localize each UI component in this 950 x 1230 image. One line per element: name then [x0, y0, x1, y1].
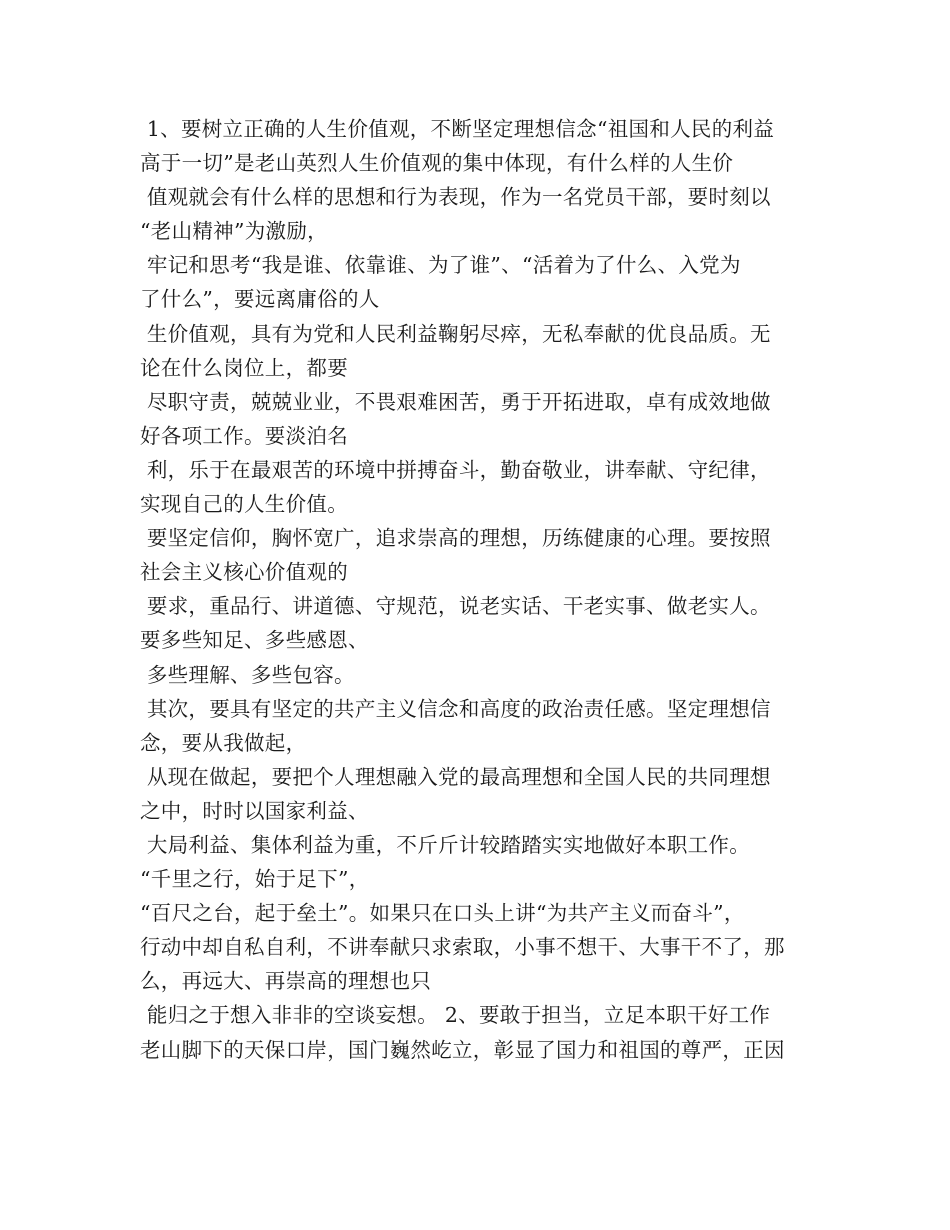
text-line: 实现自己的人生价值。 [140, 492, 348, 517]
text-line: 社会主义核心价值观的 [140, 560, 348, 585]
text-line: 大局利益、集体利益为重，不斤斤计较踏踏实实地做好本职工作。 [140, 832, 751, 857]
text-line: 老山脚下的天保口岸，国门巍然屹立，彰显了国力和祖国的尊严，正因 [140, 1037, 785, 1062]
text-line: 尽职守责，兢兢业业，不畏艰难困苦，勇于开拓进取，卓有成效地做 [140, 389, 771, 414]
text-line: 么，再远大、再崇高的理想也只 [140, 969, 432, 994]
text-line: 高于一切”是老山英烈人生价值观的集中体现，有什么样的人生价 [140, 151, 734, 176]
text-line: 利，乐于在最艰苦的环境中拼搏奋斗，勤奋敬业，讲奉献、守纪律， [140, 457, 771, 482]
text-line: 要多些知足、多些感恩、 [140, 628, 369, 653]
text-line: 1、要树立正确的人生价值观，不断坚定理想信念“祖国和人民的利益 [140, 117, 775, 141]
text-line: 其次，要具有坚定的共产主义信念和高度的政治责任感。坚定理想信 [140, 696, 771, 721]
text-line: 要坚定信仰，胸怀宽广，追求崇高的理想，历练健康的心理。要按照 [140, 526, 771, 551]
text-line: 了什么”，要远离庸俗的人 [140, 287, 380, 312]
text-line: 论在什么岗位上，都要 [140, 355, 348, 380]
document-body [140, 112, 816, 1067]
text-line: 要求，重品行、讲道德、守规范，说老实话、干老实事、做老实人。 [140, 594, 771, 619]
text-line: 行动中却自私自利，不讲奉献只求索取，小事不想干、大事干不了，那 [140, 935, 785, 960]
text-line: 之中，时时以国家利益、 [140, 798, 369, 823]
text-line: 念，要从我做起， [140, 730, 307, 755]
text-line: “千里之行，始于足下”， [140, 867, 370, 892]
text-line: 值观就会有什么样的思想和行为表现，作为一名党员干部，要时刻以 [140, 185, 771, 210]
text-line: 生价值观，具有为党和人民利益鞠躬尽瘁，无私奉献的优良品质。无 [140, 321, 771, 346]
text-line: “百尺之台，起于垒土”。如果只在口头上讲“为共产主义而奋斗”， [140, 901, 745, 926]
text-line: 从现在做起，要把个人理想融入党的最高理想和全国人民的共同理想 [140, 764, 771, 789]
text-line: 能归之于想入非非的空谈妄想。 2、要敢于担当，立足本职干好工作 [140, 1003, 771, 1028]
text-line: 好各项工作。要淡泊名 [140, 423, 348, 448]
text-line: 多些理解、多些包容。 [140, 662, 355, 687]
text-line: 牢记和思考“我是谁、依靠谁、为了谁”、“活着为了什么、入党为 [140, 253, 741, 278]
text-line: “老山精神”为激励， [140, 219, 328, 244]
